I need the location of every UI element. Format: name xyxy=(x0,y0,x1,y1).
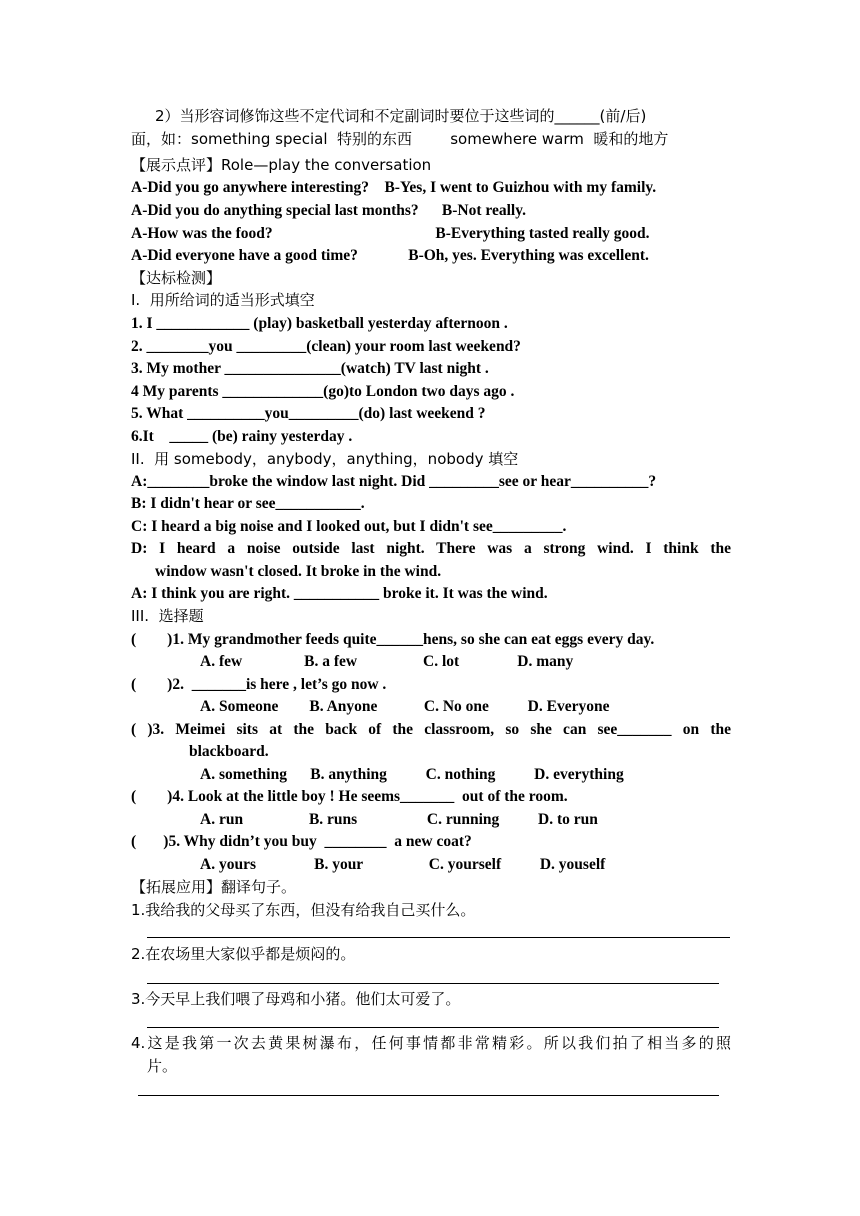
choice-options-3: A. something B. anything C. nothing D. everything xyxy=(200,766,624,783)
fill-question-3: 3. My mother _______________(watch) TV last night . xyxy=(131,360,489,377)
fill-question-2: 2. ________you _________(clean) your room last weekend? xyxy=(131,338,521,355)
conversation-line-4: A-Did everyone have a good time? B-Oh, yes. Everything was excellent. xyxy=(131,247,649,264)
answer-line-2 xyxy=(147,983,719,984)
conversation-line-2: A-Did you do anything special last months? B-Not really. xyxy=(131,202,527,219)
choice-options-1: A. few B. a few C. lot D. many xyxy=(200,653,574,670)
answer-line-3 xyxy=(147,1027,719,1028)
fill-question-4: 4 My parents _____________(go)to London two days ago . xyxy=(131,383,515,400)
choice-question-4: ( )4. Look at the little boy ! He seems_______ out of the room. xyxy=(131,788,568,805)
grammar-rule-line-1: 2）当形容词修饰这些不定代词和不定副词时要位于这些词的______(前/后) xyxy=(155,107,647,125)
dialogue-line-a1: A:________broke the window last night. Did _________see or hear__________? xyxy=(131,473,657,490)
fill-question-5: 5. What __________you_________(do) last weekend ? xyxy=(131,405,486,422)
choice-options-5: A. yours B. your C. yourself D. youself xyxy=(200,856,606,873)
part2-title: II. 用 somebody，anybody，anything，nobody 填空 xyxy=(131,450,519,468)
part3-title: III. 选择题 xyxy=(131,607,204,625)
section-header-extension: 【拓展应用】翻译句子。 xyxy=(131,878,297,896)
translation-question-4-cont: 片。 xyxy=(147,1057,178,1075)
dialogue-line-b: B: I didn't hear or see___________. xyxy=(131,495,365,512)
choice-options-2: A. Someone B. Anyone C. No one D. Everyone xyxy=(200,698,610,715)
choice-question-5: ( )5. Why didn’t you buy ________ a new coat? xyxy=(131,833,472,850)
choice-options-4: A. run B. runs C. running D. to run xyxy=(200,811,598,828)
translation-question-1: 1.我给我的父母买了东西，但没有给我自己买什么。 xyxy=(131,901,476,919)
section-header-show: 【展示点评】Role—play the conversation xyxy=(131,156,432,174)
answer-line-1 xyxy=(147,937,730,938)
dialogue-line-d1: D: I heard a noise outside last night. There was a strong wind. I think the xyxy=(131,540,731,557)
grammar-rule-line-2: 面，如：something special 特别的东西 somewhere warm 暖和的地方 xyxy=(131,130,669,148)
dialogue-line-c: C: I heard a big noise and I looked out, but I didn't see_________. xyxy=(131,518,567,535)
section-header-test: 【达标检测】 xyxy=(131,269,222,287)
translation-question-4: 4.这是我第一次去黄果树瀑布，任何事情都非常精彩。所以我们拍了相当多的照 xyxy=(131,1034,731,1052)
dialogue-line-a2: A: I think you are right. ___________ broke it. It was the wind. xyxy=(131,585,548,602)
conversation-line-3: A-How was the food? B-Everything tasted really good. xyxy=(131,225,650,242)
fill-question-6: 6.It _____ (be) rainy yesterday . xyxy=(131,428,353,445)
choice-question-1: ( )1. My grandmother feeds quite______hens, so she can eat eggs every day. xyxy=(131,631,655,648)
part1-title: I. 用所给词的适当形式填空 xyxy=(131,291,315,309)
dialogue-line-d2: window wasn't closed. It broke in the wind. xyxy=(155,563,442,580)
fill-question-1: 1. I ____________ (play) basketball yesterday afternoon . xyxy=(131,315,508,332)
translation-question-3: 3.今天早上我们喂了母鸡和小猪。他们太可爱了。 xyxy=(131,990,461,1008)
answer-line-4 xyxy=(138,1095,719,1096)
conversation-line-1: A-Did you go anywhere interesting? B-Yes, I went to Guizhou with my family. xyxy=(131,179,657,196)
choice-question-3-cont: blackboard. xyxy=(189,743,269,760)
translation-question-2: 2.在农场里大家似乎都是烦闷的。 xyxy=(131,945,356,963)
choice-question-2: ( )2. _______is here , let’s go now . xyxy=(131,676,387,693)
choice-question-3: ( )3. Meimei sits at the back of the classroom, so she can see_______ on the xyxy=(131,721,731,738)
